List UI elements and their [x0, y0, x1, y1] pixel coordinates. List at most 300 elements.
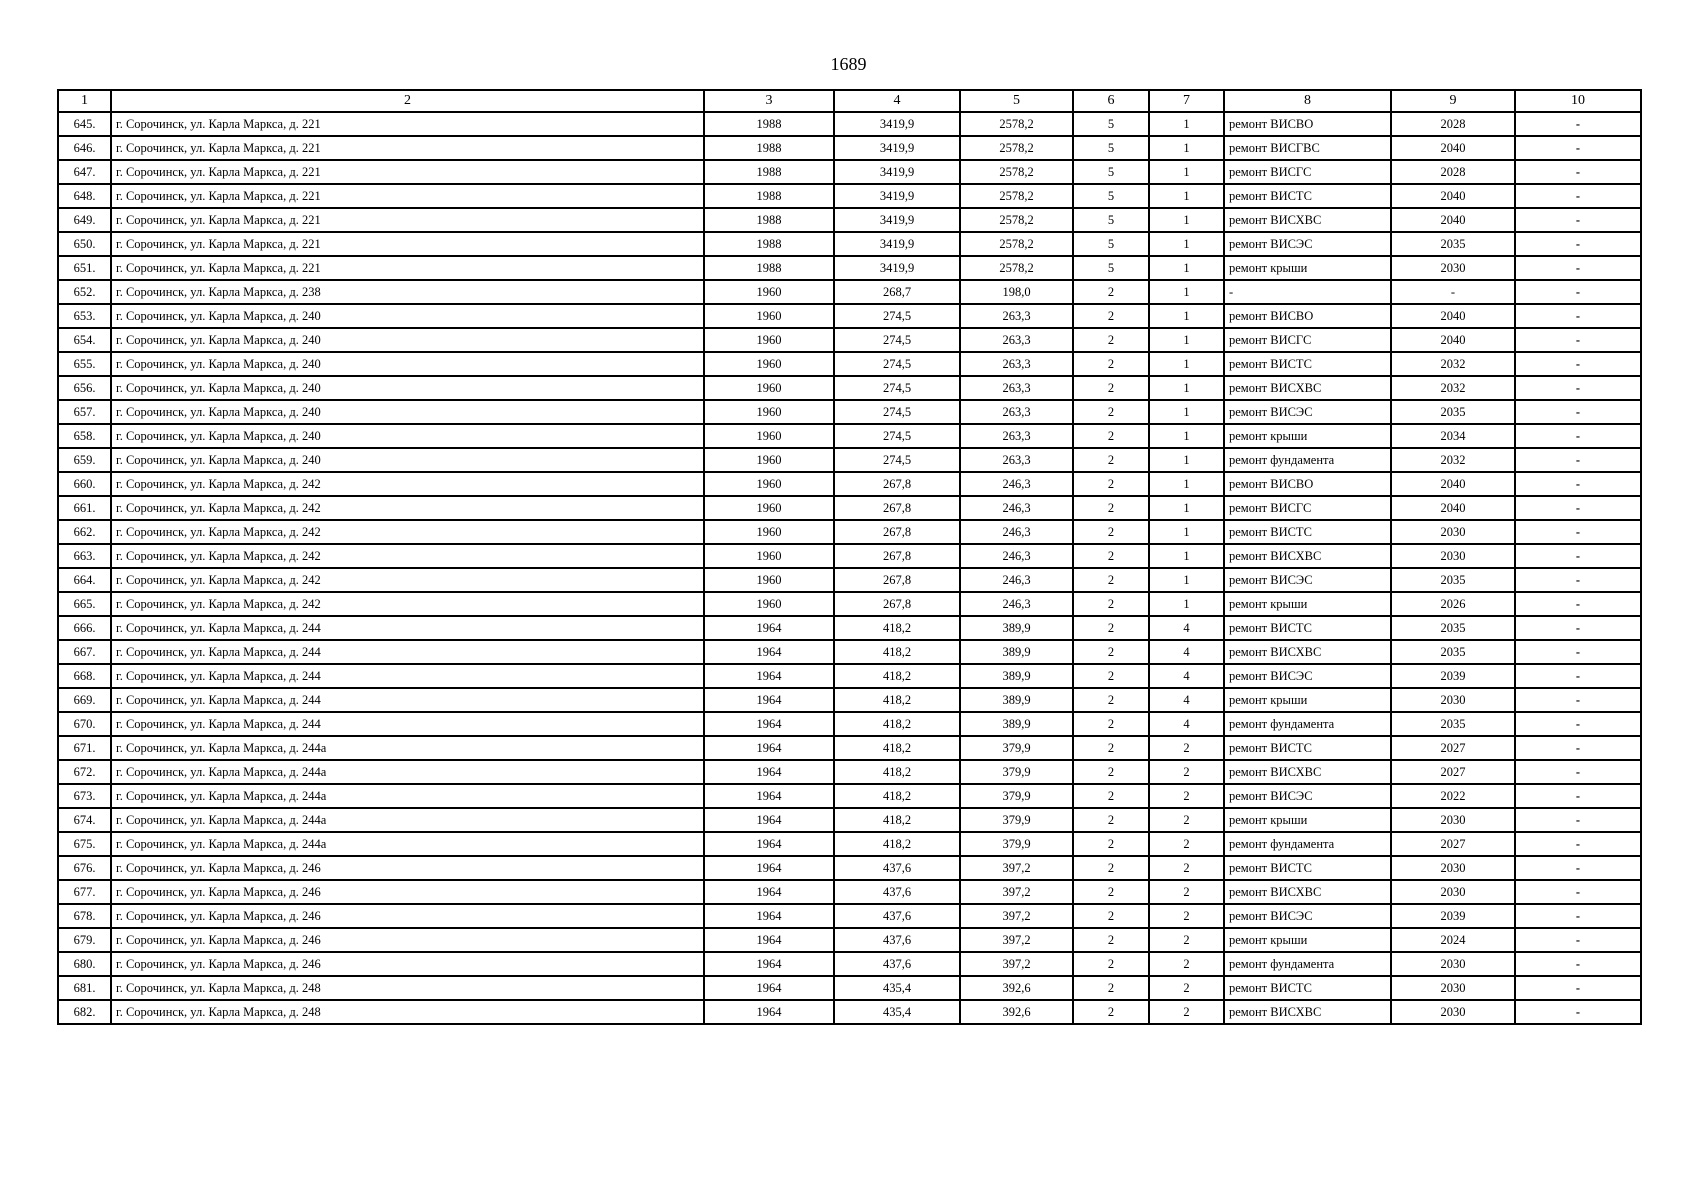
work-year-cell: 2035	[1391, 640, 1515, 664]
floors-cell: 2	[1073, 544, 1149, 568]
note-cell: -	[1515, 640, 1641, 664]
work-year-cell: 2030	[1391, 1000, 1515, 1024]
address-cell: г. Сорочинск, ул. Карла Маркса, д. 248	[111, 976, 704, 1000]
row-number-cell: 666.	[58, 616, 111, 640]
work-type-cell: ремонт ВИСВО	[1224, 304, 1391, 328]
entrances-cell: 2	[1149, 880, 1224, 904]
total-area-cell: 437,6	[834, 904, 960, 928]
work-year-cell: 2035	[1391, 616, 1515, 640]
entrances-cell: 2	[1149, 760, 1224, 784]
address-cell: г. Сорочинск, ул. Карла Маркса, д. 242	[111, 592, 704, 616]
row-number-cell: 663.	[58, 544, 111, 568]
table-row	[58, 952, 1641, 976]
year-cell: 1964	[704, 952, 834, 976]
address-cell: г. Сорочинск, ул. Карла Маркса, д. 244	[111, 688, 704, 712]
floors-cell: 2	[1073, 808, 1149, 832]
row-number-cell: 667.	[58, 640, 111, 664]
year-cell: 1988	[704, 184, 834, 208]
floors-cell: 2	[1073, 304, 1149, 328]
year-cell: 1964	[704, 760, 834, 784]
note-cell: -	[1515, 520, 1641, 544]
row-number-cell: 681.	[58, 976, 111, 1000]
work-type-cell: ремонт ВИСГВС	[1224, 136, 1391, 160]
floors-cell: 2	[1073, 640, 1149, 664]
floors-cell: 5	[1073, 232, 1149, 256]
total-area-cell: 274,5	[834, 376, 960, 400]
work-year-cell: 2040	[1391, 184, 1515, 208]
note-cell: -	[1515, 184, 1641, 208]
note-cell: -	[1515, 472, 1641, 496]
floors-cell: 2	[1073, 856, 1149, 880]
row-number-cell: 679.	[58, 928, 111, 952]
year-cell: 1964	[704, 856, 834, 880]
entrances-cell: 1	[1149, 160, 1224, 184]
table-row	[58, 112, 1641, 136]
entrances-cell: 4	[1149, 616, 1224, 640]
entrances-cell: 2	[1149, 736, 1224, 760]
work-year-cell: 2030	[1391, 856, 1515, 880]
year-cell: 1964	[704, 832, 834, 856]
year-cell: 1988	[704, 160, 834, 184]
living-area-cell: 263,3	[960, 376, 1073, 400]
entrances-cell: 1	[1149, 112, 1224, 136]
living-area-cell: 263,3	[960, 448, 1073, 472]
living-area-cell: 392,6	[960, 976, 1073, 1000]
entrances-cell: 4	[1149, 712, 1224, 736]
work-year-cell: 2034	[1391, 424, 1515, 448]
note-cell: -	[1515, 1000, 1641, 1024]
table-row	[58, 496, 1641, 520]
entrances-cell: 1	[1149, 352, 1224, 376]
work-year-cell: 2028	[1391, 160, 1515, 184]
living-area-cell: 246,3	[960, 544, 1073, 568]
row-number-cell: 649.	[58, 208, 111, 232]
total-area-cell: 267,8	[834, 496, 960, 520]
address-cell: г. Сорочинск, ул. Карла Маркса, д. 244а	[111, 784, 704, 808]
year-cell: 1960	[704, 400, 834, 424]
row-number-cell: 650.	[58, 232, 111, 256]
work-type-cell: ремонт ВИСГС	[1224, 328, 1391, 352]
living-area-cell: 2578,2	[960, 256, 1073, 280]
living-area-cell: 379,9	[960, 736, 1073, 760]
table-row	[58, 376, 1641, 400]
total-area-cell: 274,5	[834, 400, 960, 424]
column-header: 3	[704, 90, 834, 112]
floors-cell: 2	[1073, 520, 1149, 544]
note-cell: -	[1515, 328, 1641, 352]
floors-cell: 5	[1073, 112, 1149, 136]
floors-cell: 2	[1073, 280, 1149, 304]
work-type-cell: ремонт ВИСХВС	[1224, 1000, 1391, 1024]
year-cell: 1964	[704, 808, 834, 832]
living-area-cell: 389,9	[960, 640, 1073, 664]
year-cell: 1960	[704, 544, 834, 568]
column-header: 6	[1073, 90, 1149, 112]
table-row	[58, 664, 1641, 688]
note-cell: -	[1515, 688, 1641, 712]
table-row	[58, 688, 1641, 712]
table-row	[58, 976, 1641, 1000]
work-year-cell: 2030	[1391, 808, 1515, 832]
living-area-cell: 263,3	[960, 328, 1073, 352]
year-cell: 1960	[704, 280, 834, 304]
note-cell: -	[1515, 304, 1641, 328]
year-cell: 1988	[704, 256, 834, 280]
living-area-cell: 2578,2	[960, 112, 1073, 136]
floors-cell: 5	[1073, 256, 1149, 280]
address-cell: г. Сорочинск, ул. Карла Маркса, д. 240	[111, 328, 704, 352]
note-cell: -	[1515, 592, 1641, 616]
year-cell: 1988	[704, 136, 834, 160]
address-cell: г. Сорочинск, ул. Карла Маркса, д. 240	[111, 376, 704, 400]
address-cell: г. Сорочинск, ул. Карла Маркса, д. 246	[111, 952, 704, 976]
column-header: 7	[1149, 90, 1224, 112]
entrances-cell: 2	[1149, 856, 1224, 880]
work-type-cell: ремонт ВИСХВС	[1224, 640, 1391, 664]
work-type-cell: ремонт крыши	[1224, 592, 1391, 616]
work-year-cell: -	[1391, 280, 1515, 304]
work-type-cell: ремонт крыши	[1224, 688, 1391, 712]
column-header: 9	[1391, 90, 1515, 112]
work-year-cell: 2040	[1391, 328, 1515, 352]
living-area-cell: 379,9	[960, 832, 1073, 856]
entrances-cell: 1	[1149, 136, 1224, 160]
floors-cell: 2	[1073, 712, 1149, 736]
note-cell: -	[1515, 400, 1641, 424]
address-cell: г. Сорочинск, ул. Карла Маркса, д. 244	[111, 616, 704, 640]
work-year-cell: 2039	[1391, 904, 1515, 928]
note-cell: -	[1515, 448, 1641, 472]
work-year-cell: 2027	[1391, 760, 1515, 784]
work-type-cell: ремонт фундамента	[1224, 448, 1391, 472]
row-number-cell: 660.	[58, 472, 111, 496]
total-area-cell: 418,2	[834, 784, 960, 808]
note-cell: -	[1515, 544, 1641, 568]
table-row	[58, 784, 1641, 808]
address-cell: г. Сорочинск, ул. Карла Маркса, д. 221	[111, 160, 704, 184]
table-row	[58, 136, 1641, 160]
total-area-cell: 3419,9	[834, 112, 960, 136]
work-year-cell: 2030	[1391, 880, 1515, 904]
year-cell: 1988	[704, 208, 834, 232]
total-area-cell: 3419,9	[834, 256, 960, 280]
work-year-cell: 2040	[1391, 496, 1515, 520]
address-cell: г. Сорочинск, ул. Карла Маркса, д. 244	[111, 640, 704, 664]
entrances-cell: 1	[1149, 472, 1224, 496]
note-cell: -	[1515, 256, 1641, 280]
floors-cell: 2	[1073, 328, 1149, 352]
work-year-cell: 2030	[1391, 544, 1515, 568]
floors-cell: 2	[1073, 616, 1149, 640]
floors-cell: 2	[1073, 736, 1149, 760]
row-number-cell: 654.	[58, 328, 111, 352]
total-area-cell: 418,2	[834, 736, 960, 760]
year-cell: 1964	[704, 1000, 834, 1024]
address-cell: г. Сорочинск, ул. Карла Маркса, д. 244а	[111, 808, 704, 832]
entrances-cell: 4	[1149, 640, 1224, 664]
table-row	[58, 448, 1641, 472]
table-row	[58, 208, 1641, 232]
year-cell: 1988	[704, 232, 834, 256]
living-area-cell: 397,2	[960, 952, 1073, 976]
living-area-cell: 246,3	[960, 520, 1073, 544]
living-area-cell: 379,9	[960, 760, 1073, 784]
total-area-cell: 418,2	[834, 808, 960, 832]
total-area-cell: 418,2	[834, 688, 960, 712]
table-row	[58, 568, 1641, 592]
address-cell: г. Сорочинск, ул. Карла Маркса, д. 240	[111, 448, 704, 472]
floors-cell: 2	[1073, 400, 1149, 424]
address-cell: г. Сорочинск, ул. Карла Маркса, д. 221	[111, 112, 704, 136]
row-number-cell: 658.	[58, 424, 111, 448]
note-cell: -	[1515, 160, 1641, 184]
row-number-cell: 680.	[58, 952, 111, 976]
address-cell: г. Сорочинск, ул. Карла Маркса, д. 246	[111, 928, 704, 952]
row-number-cell: 647.	[58, 160, 111, 184]
total-area-cell: 3419,9	[834, 136, 960, 160]
living-area-cell: 246,3	[960, 496, 1073, 520]
floors-cell: 2	[1073, 760, 1149, 784]
work-type-cell: ремонт ВИСЭС	[1224, 784, 1391, 808]
floors-cell: 2	[1073, 928, 1149, 952]
note-cell: -	[1515, 616, 1641, 640]
entrances-cell: 4	[1149, 664, 1224, 688]
address-cell: г. Сорочинск, ул. Карла Маркса, д. 221	[111, 232, 704, 256]
floors-cell: 2	[1073, 976, 1149, 1000]
entrances-cell: 2	[1149, 832, 1224, 856]
address-cell: г. Сорочинск, ул. Карла Маркса, д. 240	[111, 424, 704, 448]
total-area-cell: 418,2	[834, 760, 960, 784]
work-type-cell: ремонт ВИСТС	[1224, 736, 1391, 760]
work-year-cell: 2022	[1391, 784, 1515, 808]
year-cell: 1960	[704, 568, 834, 592]
address-cell: г. Сорочинск, ул. Карла Маркса, д. 221	[111, 208, 704, 232]
work-type-cell: ремонт ВИСВО	[1224, 472, 1391, 496]
work-type-cell: ремонт ВИСГС	[1224, 160, 1391, 184]
row-number-cell: 665.	[58, 592, 111, 616]
year-cell: 1960	[704, 592, 834, 616]
table-row	[58, 184, 1641, 208]
living-area-cell: 392,6	[960, 1000, 1073, 1024]
work-type-cell: ремонт ВИСТС	[1224, 184, 1391, 208]
work-year-cell: 2026	[1391, 592, 1515, 616]
note-cell: -	[1515, 376, 1641, 400]
work-type-cell: ремонт ВИСГС	[1224, 496, 1391, 520]
table-row	[58, 280, 1641, 304]
entrances-cell: 2	[1149, 928, 1224, 952]
living-area-cell: 397,2	[960, 856, 1073, 880]
note-cell: -	[1515, 352, 1641, 376]
address-cell: г. Сорочинск, ул. Карла Маркса, д. 242	[111, 568, 704, 592]
row-number-cell: 671.	[58, 736, 111, 760]
row-number-cell: 664.	[58, 568, 111, 592]
floors-cell: 2	[1073, 376, 1149, 400]
floors-cell: 2	[1073, 880, 1149, 904]
year-cell: 1964	[704, 880, 834, 904]
note-cell: -	[1515, 808, 1641, 832]
table-row	[58, 472, 1641, 496]
year-cell: 1964	[704, 640, 834, 664]
work-year-cell: 2040	[1391, 304, 1515, 328]
work-year-cell: 2040	[1391, 472, 1515, 496]
row-number-cell: 659.	[58, 448, 111, 472]
table-row	[58, 832, 1641, 856]
work-year-cell: 2035	[1391, 232, 1515, 256]
entrances-cell: 1	[1149, 232, 1224, 256]
table-row	[58, 328, 1641, 352]
total-area-cell: 418,2	[834, 832, 960, 856]
entrances-cell: 4	[1149, 688, 1224, 712]
total-area-cell: 274,5	[834, 328, 960, 352]
floors-cell: 2	[1073, 1000, 1149, 1024]
living-area-cell: 2578,2	[960, 208, 1073, 232]
note-cell: -	[1515, 880, 1641, 904]
total-area-cell: 437,6	[834, 952, 960, 976]
note-cell: -	[1515, 280, 1641, 304]
work-type-cell: ремонт ВИСТС	[1224, 616, 1391, 640]
year-cell: 1960	[704, 520, 834, 544]
work-year-cell: 2030	[1391, 688, 1515, 712]
row-number-cell: 672.	[58, 760, 111, 784]
row-number-cell: 657.	[58, 400, 111, 424]
address-cell: г. Сорочинск, ул. Карла Маркса, д. 242	[111, 520, 704, 544]
year-cell: 1960	[704, 376, 834, 400]
data-table	[57, 89, 1642, 1025]
floors-cell: 2	[1073, 784, 1149, 808]
entrances-cell: 1	[1149, 376, 1224, 400]
row-number-cell: 661.	[58, 496, 111, 520]
note-cell: -	[1515, 760, 1641, 784]
total-area-cell: 418,2	[834, 640, 960, 664]
year-cell: 1960	[704, 352, 834, 376]
note-cell: -	[1515, 856, 1641, 880]
work-type-cell: ремонт ВИСВО	[1224, 112, 1391, 136]
row-number-cell: 669.	[58, 688, 111, 712]
row-number-cell: 670.	[58, 712, 111, 736]
note-cell: -	[1515, 904, 1641, 928]
floors-cell: 2	[1073, 496, 1149, 520]
total-area-cell: 267,8	[834, 568, 960, 592]
entrances-cell: 1	[1149, 592, 1224, 616]
work-type-cell: ремонт ВИСХВС	[1224, 880, 1391, 904]
column-header: 8	[1224, 90, 1391, 112]
entrances-cell: 1	[1149, 496, 1224, 520]
work-year-cell: 2030	[1391, 256, 1515, 280]
address-cell: г. Сорочинск, ул. Карла Маркса, д. 242	[111, 544, 704, 568]
row-number-cell: 662.	[58, 520, 111, 544]
table-row	[58, 616, 1641, 640]
living-area-cell: 246,3	[960, 472, 1073, 496]
work-type-cell: ремонт ВИСЭС	[1224, 568, 1391, 592]
table-row	[58, 760, 1641, 784]
row-number-cell: 676.	[58, 856, 111, 880]
living-area-cell: 389,9	[960, 616, 1073, 640]
floors-cell: 5	[1073, 136, 1149, 160]
total-area-cell: 267,8	[834, 520, 960, 544]
total-area-cell: 435,4	[834, 976, 960, 1000]
row-number-cell: 677.	[58, 880, 111, 904]
table-row	[58, 160, 1641, 184]
entrances-cell: 2	[1149, 784, 1224, 808]
table-row	[58, 808, 1641, 832]
entrances-cell: 1	[1149, 400, 1224, 424]
row-number-cell: 652.	[58, 280, 111, 304]
header-row	[58, 90, 1641, 112]
address-cell: г. Сорочинск, ул. Карла Маркса, д. 242	[111, 472, 704, 496]
year-cell: 1964	[704, 976, 834, 1000]
year-cell: 1964	[704, 904, 834, 928]
year-cell: 1964	[704, 736, 834, 760]
work-type-cell: ремонт фундамента	[1224, 952, 1391, 976]
column-header: 5	[960, 90, 1073, 112]
entrances-cell: 1	[1149, 448, 1224, 472]
table-row	[58, 232, 1641, 256]
row-number-cell: 682.	[58, 1000, 111, 1024]
work-type-cell: ремонт крыши	[1224, 256, 1391, 280]
address-cell: г. Сорочинск, ул. Карла Маркса, д. 221	[111, 136, 704, 160]
table-row	[58, 520, 1641, 544]
table-row	[58, 880, 1641, 904]
work-type-cell: ремонт ВИСЭС	[1224, 904, 1391, 928]
entrances-cell: 1	[1149, 424, 1224, 448]
work-year-cell: 2028	[1391, 112, 1515, 136]
row-number-cell: 668.	[58, 664, 111, 688]
living-area-cell: 379,9	[960, 808, 1073, 832]
table-body	[58, 112, 1641, 1024]
living-area-cell: 198,0	[960, 280, 1073, 304]
work-type-cell: ремонт ВИСХВС	[1224, 376, 1391, 400]
work-type-cell: ремонт ВИСЭС	[1224, 664, 1391, 688]
note-cell: -	[1515, 424, 1641, 448]
living-area-cell: 2578,2	[960, 160, 1073, 184]
work-year-cell: 2035	[1391, 712, 1515, 736]
work-type-cell: ремонт крыши	[1224, 928, 1391, 952]
note-cell: -	[1515, 736, 1641, 760]
row-number-cell: 656.	[58, 376, 111, 400]
work-type-cell: -	[1224, 280, 1391, 304]
entrances-cell: 2	[1149, 976, 1224, 1000]
note-cell: -	[1515, 496, 1641, 520]
floors-cell: 2	[1073, 664, 1149, 688]
work-type-cell: ремонт ВИСТС	[1224, 856, 1391, 880]
entrances-cell: 1	[1149, 328, 1224, 352]
address-cell: г. Сорочинск, ул. Карла Маркса, д. 244а	[111, 832, 704, 856]
entrances-cell: 2	[1149, 808, 1224, 832]
address-cell: г. Сорочинск, ул. Карла Маркса, д. 244а	[111, 760, 704, 784]
entrances-cell: 2	[1149, 1000, 1224, 1024]
table-row	[58, 904, 1641, 928]
total-area-cell: 274,5	[834, 448, 960, 472]
work-year-cell: 2027	[1391, 736, 1515, 760]
table-row	[58, 712, 1641, 736]
address-cell: г. Сорочинск, ул. Карла Маркса, д. 248	[111, 1000, 704, 1024]
total-area-cell: 268,7	[834, 280, 960, 304]
floors-cell: 2	[1073, 832, 1149, 856]
total-area-cell: 418,2	[834, 664, 960, 688]
living-area-cell: 389,9	[960, 664, 1073, 688]
total-area-cell: 3419,9	[834, 232, 960, 256]
address-cell: г. Сорочинск, ул. Карла Маркса, д. 244а	[111, 736, 704, 760]
table-row	[58, 424, 1641, 448]
row-number-cell: 674.	[58, 808, 111, 832]
year-cell: 1964	[704, 712, 834, 736]
note-cell: -	[1515, 136, 1641, 160]
living-area-cell: 397,2	[960, 904, 1073, 928]
floors-cell: 2	[1073, 904, 1149, 928]
note-cell: -	[1515, 208, 1641, 232]
work-year-cell: 2032	[1391, 376, 1515, 400]
note-cell: -	[1515, 784, 1641, 808]
